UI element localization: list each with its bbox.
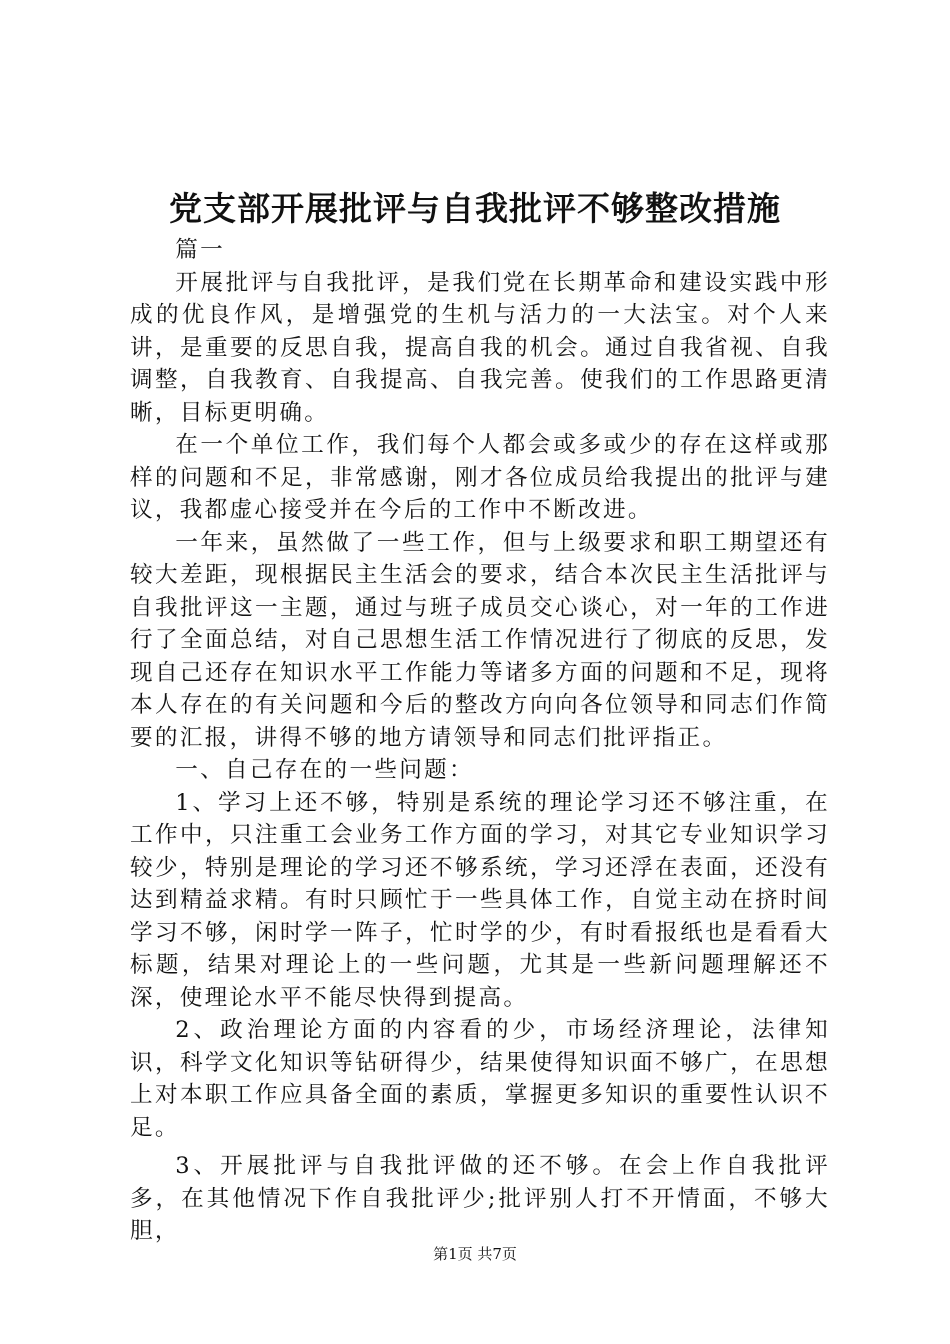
- paragraph-summary: 一年来，虽然做了一些工作，但与上级要求和职工期望还有较大差距，现根据民主生活会的要求，结合本次民主生活批评与自我批评这一主题，通过与班子成员交心谈心，对一年的工作进行了全面总结，对自己思想生活工作情况进行了彻底的反思，发现自己还存在知识水平工作能力等诸多方面的问题和不足，现将本人存在的有关问题和今后的整改方向向各位领导和同志们作简要的汇报，讲得不够的地方请领导和同志们批评指正。: [130, 529, 830, 751]
- paragraph-problem-2: 2、政治理论方面的内容看的少，市场经济理论，法律知识，科学文化知识等钻研得少，结果使得知识面不够广，在思想上对本职工作应具备全面的素质，掌握更多知识的重要性认识不足。: [130, 1017, 830, 1141]
- paragraph-thanks: 在一个单位工作，我们每个人都会或多或少的存在这样或那样的问题和不足，非常感谢，刚才各位成员给我提出的批评与建议，我都虚心接受并在今后的工作中不断改进。: [130, 432, 830, 523]
- paragraph-problem-3: 3、开展批评与自我批评做的还不够。在会上作自我批评多，在其他情况下作自我批评少;批评别人打不开情面，不够大胆，: [130, 1153, 830, 1244]
- paragraph-problem-1: 1、学习上还不够，特别是系统的理论学习还不够注重，在工作中，只注重工会业务工作方面的学习，对其它专业知识学习较少，特别是理论的学习还不够系统，学习还浮在表面，还没有达到精益求精。有时只顾忙于一些具体工作，自觉主动在挤时间学习不够，闲时学一阵子，忙时学的少，有时看报纸也是看看大标题，结果对理论上的一些问题，尤其是一些新问题理解还不深，使理论水平不能尽快得到提高。: [130, 789, 830, 1011]
- section-heading-problems: 一、自己存在的一些问题：: [175, 757, 474, 783]
- page-number-footer: 第1页 共7页: [433, 1245, 517, 1263]
- paragraph-intro: 开展批评与自我批评，是我们党在长期革命和建设实践中形成的优良作风，是增强党的生机与活力的一大法宝。对个人来讲，是重要的反思自我，提高自我的机会。通过自我省视、自我调整，自我教育、自我提高、自我完善。使我们的工作思路更清晰，目标更明确。: [130, 269, 830, 426]
- document-title: 党支部开展批评与自我批评不够整改措施: [169, 189, 781, 228]
- section-label: 篇一: [175, 237, 225, 263]
- document-body: [130, 234, 830, 1248]
